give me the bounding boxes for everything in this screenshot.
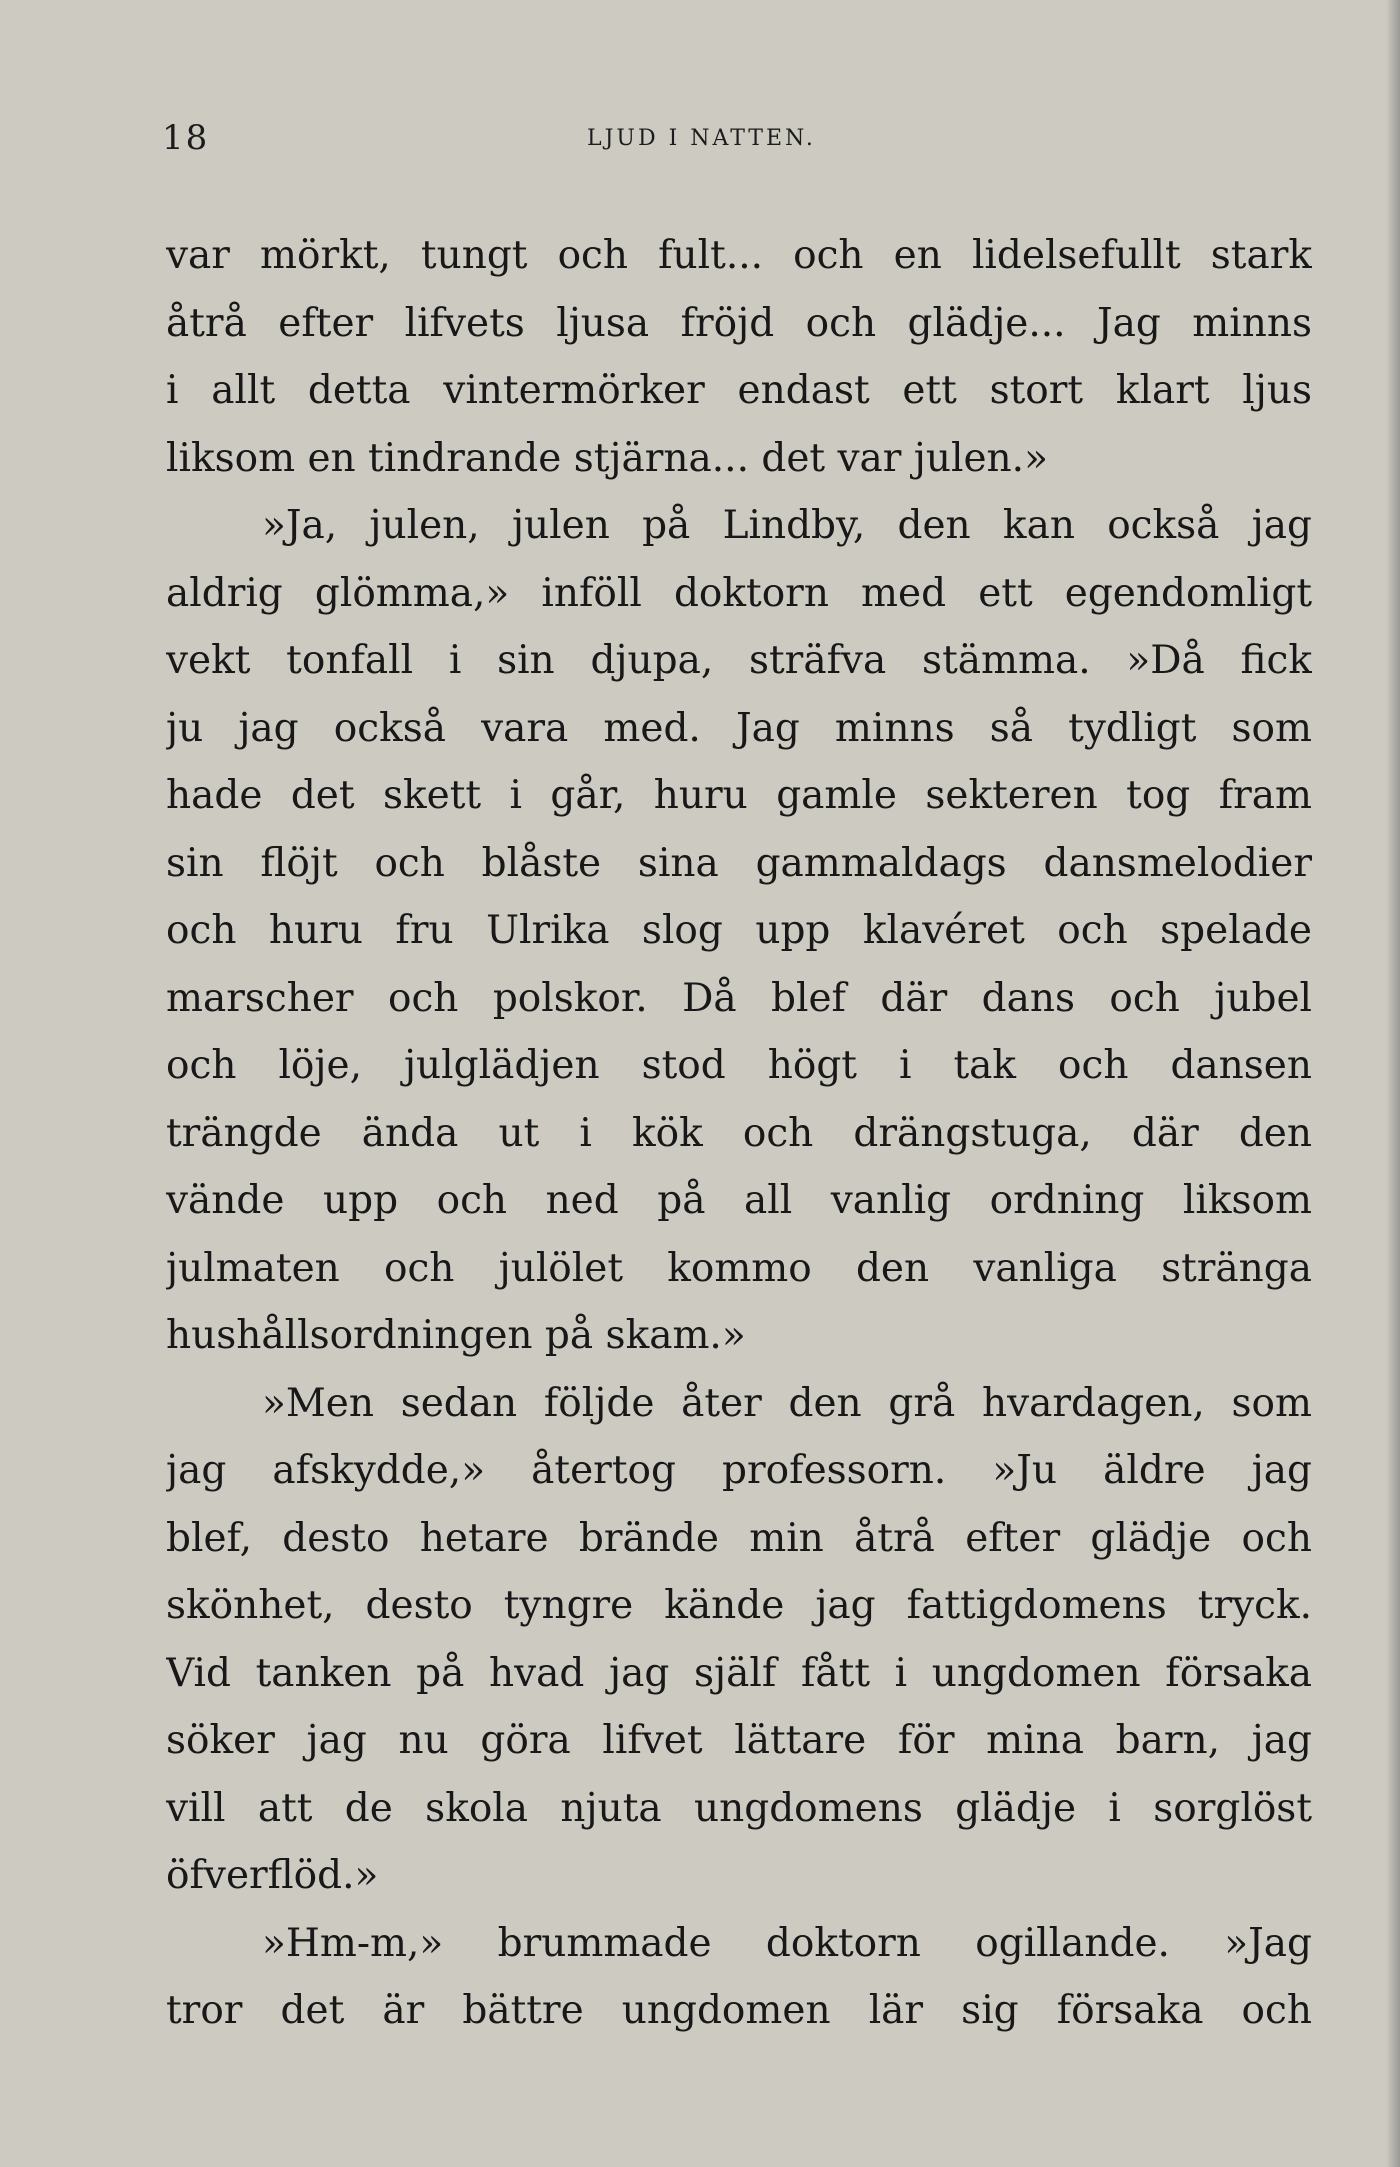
text-line: var mörkt, tungt och fult... och en lidelsefullt stark: [166, 233, 1312, 278]
text-line: vände upp och ned på all vanlig ordning liksom: [166, 1178, 1312, 1223]
text-line: skönhet, desto tyngre kände jag fattigdomens tryck.: [166, 1583, 1312, 1628]
text-line: åtrå efter lifvets ljusa fröjd och glädje... Jag minns: [166, 300, 1312, 346]
text-line: trängde ända ut i kök och drängstuga, där den: [166, 1110, 1312, 1156]
body-text: [166, 222, 1312, 2045]
text-line: och löje, julglädjen stod högt i tak och dansen: [166, 1043, 1312, 1088]
text-line: »Hm-m,» brummade doktorn ogillande. »Jag: [262, 1920, 1312, 1966]
text-line: aldrig glömma,» inföll doktorn med ett egendomligt: [166, 570, 1312, 616]
text-line: ju jag också vara med. Jag minns så tydligt som: [166, 705, 1312, 751]
text-line: blef, desto hetare brände min åtrå efter glädje och: [166, 1515, 1312, 1561]
text-line: Vid tanken på hvad jag själf fått i ungdomen försaka: [166, 1650, 1312, 1696]
page-number: 18: [162, 118, 210, 158]
text-line: söker jag nu göra lifvet lättare för mina barn, jag: [166, 1718, 1312, 1763]
text-line: julmaten och julölet kommo den vanliga stränga: [166, 1245, 1312, 1291]
chapter-title: LJUD I NATTEN.: [587, 126, 816, 151]
text-line: »Ja, julen, julen på Lindby, den kan också jag: [262, 503, 1312, 548]
text-line: sin flöjt och blåste sina gammaldags dansmelodier: [166, 840, 1312, 886]
text-line: liksom en tindrande stjärna... det var julen.»: [166, 435, 1048, 481]
running-head: [162, 118, 1312, 168]
text-line: hade det skett i går, huru gamle sekteren tog fram: [166, 773, 1312, 818]
text-line: öfverflöd.»: [166, 1853, 379, 1898]
text-line: marscher och polskor. Då blef där dans och jubel: [166, 975, 1312, 1021]
text-line: tror det är bättre ungdomen lär sig försaka och: [166, 1988, 1312, 2033]
text-line: och huru fru Ulrika slog upp klavéret och spelade: [166, 908, 1312, 953]
text-line: jag afskydde,» återtog professorn. »Ju äldre jag: [166, 1448, 1312, 1493]
text-line: »Men sedan följde åter den grå hvardagen, som: [262, 1380, 1312, 1426]
text-line: hushållsordningen på skam.»: [166, 1313, 746, 1358]
text-line: vill att de skola njuta ungdomens glädje i sorglöst: [166, 1785, 1312, 1831]
text-line: vekt tonfall i sin djupa, sträfva stämma. »Då fick: [166, 638, 1312, 683]
text-line: i allt detta vintermörker endast ett stort klart ljus: [166, 368, 1312, 413]
